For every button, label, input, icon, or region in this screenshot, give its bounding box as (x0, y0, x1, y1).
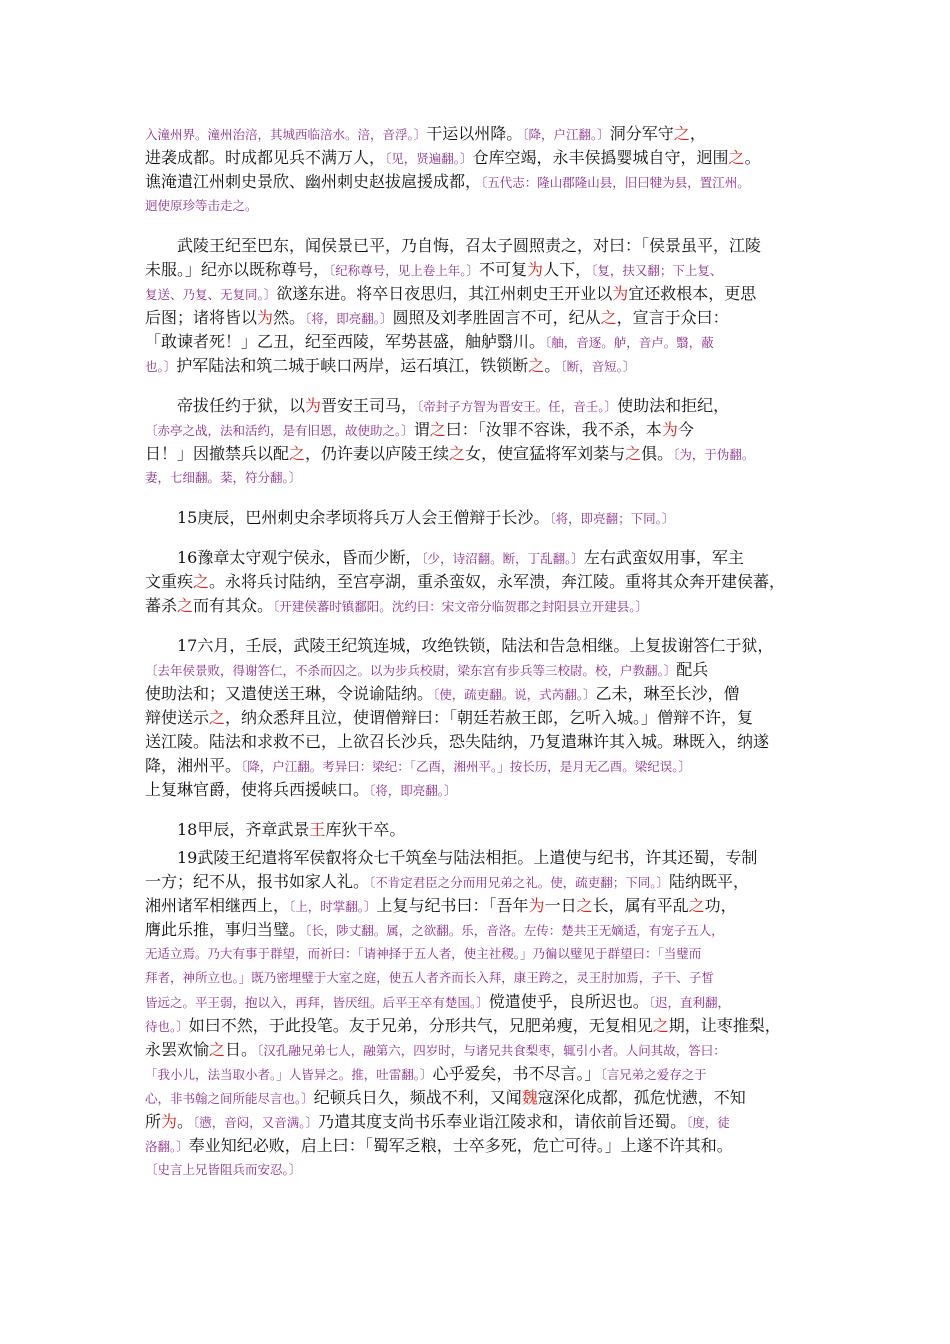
annotation-note: 〔度，徒 (686, 1115, 730, 1130)
highlighted-char: 为 (528, 896, 545, 915)
main-text: 蕃杀 (145, 596, 178, 615)
text-line (145, 682, 813, 706)
main-text: 永罢欢愉 (145, 1040, 210, 1059)
paragraph (145, 846, 813, 1182)
main-text: 日！」因撤禁兵以配 (145, 444, 290, 463)
main-text: 15庚辰，巴州刺史余孝顷将兵万人会王僧辩于长沙。 (177, 508, 550, 527)
main-text: 曰：「汝罪不容诛，我不杀，本 (445, 420, 662, 439)
highlighted-char: 之 (673, 124, 690, 143)
text-line (145, 730, 813, 754)
paragraph (145, 634, 813, 802)
paragraph (145, 234, 813, 378)
main-text: 长，属有平乱 (592, 896, 689, 915)
main-text: ， (689, 124, 706, 143)
main-text: 后图；诸将皆以 (145, 308, 258, 327)
main-text: 傥遣使乎，良所迟也。 (488, 992, 649, 1011)
document-page (145, 122, 813, 1198)
annotation-note: 〔降，户江翻。〕 (522, 127, 610, 142)
highlighted-char: 为 (527, 260, 544, 279)
text-line (145, 846, 813, 870)
annotation-note: 皆远之。平王弱，抱以入，再拜，皆厌纽。后平王卒有楚国。〕 (145, 995, 489, 1010)
highlighted-char: 为 (257, 308, 274, 327)
highlighted-char: 之 (600, 308, 617, 327)
main-text: 不可复 (479, 260, 528, 279)
annotation-note: 无适立焉。乃大有事于群望，而祈曰：「请神择于五人者，使主社稷。」乃徧以璧见于群望曰：「当璧而 (145, 946, 702, 961)
text-line (145, 418, 813, 442)
annotation-note: 〔将，即亮翻。〕 (305, 311, 393, 326)
highlighted-char: 之 (728, 148, 745, 167)
main-text: 谓 (413, 420, 430, 439)
annotation-note: 〔帝封子方智为晋安王。任，音壬。〕 (417, 399, 618, 414)
annotation-note: 〔史言上兄皆阻兵而安忍。〕 (145, 1162, 302, 1177)
text-line (145, 894, 813, 918)
main-text: 进袭成都。时成都见兵不满万人， (145, 148, 386, 167)
text-line (145, 282, 813, 306)
main-text: 文重疾 (145, 572, 194, 591)
main-text: 陆纳既平， (669, 872, 750, 891)
highlighted-char: 之 (449, 444, 466, 463)
main-text: 心乎爱矣，书不尽言。」 (432, 1064, 601, 1083)
main-text: 今 (677, 420, 694, 439)
text-line (145, 966, 813, 990)
main-text: 仓库空竭，永丰侯撝婴城自守，迥围 (472, 148, 729, 167)
main-text: 。 (544, 356, 561, 375)
text-line (145, 634, 813, 658)
annotation-note: 〔不肯定君臣之分而用兄弟之礼。使，疏吏翻；下同。〕 (369, 875, 670, 890)
text-line (145, 594, 813, 618)
annotation-note: 〔降，户江翻。考异曰：梁纪：「乙酉，湘州平。」按长历，是月无乙酉。梁纪误。〕 (241, 759, 692, 774)
highlighted-char: 之 (177, 596, 194, 615)
main-text: 「敢谏者死！」乙丑，纪至西陵，军势甚盛，舳舻翳川。 (145, 332, 546, 351)
main-text: 人下， (543, 260, 592, 279)
main-text: 期，让枣推梨， (668, 1016, 781, 1035)
annotation-note: 待也。〕 (145, 1019, 189, 1034)
main-text: 上复琳官爵，使将兵西援峡口。 (145, 780, 370, 799)
text-line (145, 234, 813, 258)
main-text: 乙未，琳至长沙，僧 (595, 684, 740, 703)
main-text: 使助法和；又遣使送王琳，令说谕陆纳。 (145, 684, 434, 703)
text-line (145, 258, 813, 282)
main-text: 而有其众。 (193, 596, 274, 615)
main-text: 一日 (544, 896, 577, 915)
paragraph (145, 546, 813, 618)
highlighted-char: 之 (429, 420, 446, 439)
text-line (145, 194, 813, 218)
highlighted-char: 之 (576, 896, 593, 915)
main-text: 欲遂东进。将卒日夜思归，其江州刺史王开业以 (276, 284, 613, 303)
text-line (145, 1086, 813, 1110)
highlighted-char: 之 (625, 444, 642, 463)
annotation-note: 迥使原珍等击走之。 (145, 198, 258, 213)
main-text: 谯淹遣江州刺史景欣、幽州刺史赵拔扈援成都， (145, 172, 482, 191)
highlighted-char: 之 (289, 444, 306, 463)
text-line (145, 354, 813, 378)
text-line (145, 1014, 813, 1038)
annotation-note: 「我小儿，法当取小者。」人皆异之。推，吐雷翻。〕 (145, 1067, 433, 1082)
text-line (145, 990, 813, 1014)
annotation-note: 心，非书翰之间所能尽言也。〕 (145, 1091, 314, 1106)
main-text: 库狄干卒。 (325, 820, 406, 839)
text-line (145, 1038, 813, 1062)
annotation-note: 〔纪称尊号，见上卷上年。〕 (329, 263, 480, 278)
main-text: 降，湘州平。 (145, 756, 242, 775)
main-text: 上复与纪书曰：「吾年 (376, 896, 529, 915)
main-text: 湘州诸军相继西上， (145, 896, 290, 915)
text-line (145, 1110, 813, 1134)
main-text: 一方；纪不从，报书如家人礼。 (145, 872, 370, 891)
main-text: 所 (145, 1112, 162, 1131)
main-text: 女，使宣猛将军刘棻与 (465, 444, 626, 463)
text-line (145, 1134, 813, 1158)
main-text: 洞分军守 (609, 124, 674, 143)
main-text: 功， (704, 896, 737, 915)
text-line (145, 466, 813, 490)
paragraph (145, 122, 813, 218)
text-line (145, 442, 813, 466)
main-text: 送江陵。陆法和求救不已，上欲召长沙兵，恐失陆纳，乃复遣琳许其入城。琳既入，纳遂 (145, 732, 770, 751)
text-line (145, 1158, 813, 1182)
text-line (145, 818, 813, 842)
main-text: 。 (177, 1112, 194, 1131)
main-text: 宜还救根本，更思 (628, 284, 757, 303)
highlighted-char: 之 (688, 896, 705, 915)
annotation-note: 拜者，神所立也。」既乃密埋璧于大室之庭，使五人者齐而长入拜，康王跨之，灵王肘加焉，子干、子皙 (145, 970, 714, 985)
text-line (145, 330, 813, 354)
highlighted-char: 王 (309, 820, 326, 839)
annotation-note: 〔断，音短。〕 (560, 359, 636, 374)
main-text: 纪顿兵日久，频战不利，又闻 (313, 1088, 522, 1107)
highlighted-char: 之 (209, 1040, 226, 1059)
main-text: 19武陵王纪遣将军侯叡将众七千筑垒与陆法相拒。上遣使与纪书，许其还蜀，专制 (177, 848, 758, 867)
annotation-note: 〔开建侯蕃时镇鄱阳。沈约曰：宋文帝分临贺郡之封阳县立开建县。〕 (273, 599, 649, 614)
annotation-note: 复送、乃复、无复同。〕 (145, 287, 277, 302)
annotation-note: 也。〕 (145, 359, 177, 374)
paragraph (145, 818, 813, 842)
main-text: ，仍许妻以庐陵王续 (305, 444, 450, 463)
text-line (145, 146, 813, 170)
annotation-note: 洛翻。〕 (145, 1139, 189, 1154)
main-text: 然。 (273, 308, 306, 327)
text-line (145, 918, 813, 942)
paragraph (145, 394, 813, 490)
text-line (145, 546, 813, 570)
main-text: 日。 (225, 1040, 258, 1059)
annotation-note: 〔复，扶又翻；下上复、 (591, 263, 723, 278)
main-text: 乃遣其度支尚书乐奉业诣江陵求和，请依前旨还蜀。 (318, 1112, 687, 1131)
main-text: 。 (744, 148, 761, 167)
annotation-note: 妻，七细翻。棻，符分翻。〕 (145, 470, 302, 485)
annotation-note: 〔上，时掌翻。〕 (289, 899, 377, 914)
highlighted-char: 之 (193, 572, 210, 591)
main-text: 辩使送示 (145, 708, 210, 727)
main-text: 。永将兵讨陆纳，至宫亭湖，重杀蛮奴，永军溃，奔江陵。重将其众奔开建侯蕃， (209, 572, 786, 591)
highlighted-char: 之 (528, 356, 545, 375)
annotation-note: 〔五代志：隆山郡隆山县，旧曰犍为县，置江州。 (481, 175, 750, 190)
annotation-note: 〔使，疏吏翻。说，式芮翻。〕 (433, 687, 596, 702)
annotation-note: 〔见，贤遍翻。〕 (385, 151, 473, 166)
annotation-note: 〔少，诗沼翻。断，丁乱翻。〕 (421, 551, 584, 566)
main-text: 如曰不然，于此投笔。友于兄弟，分形共气，兄肥弟瘦，无复相见 (188, 1016, 653, 1035)
text-line (145, 942, 813, 966)
main-text: 晋安王司马， (321, 396, 418, 415)
annotation-note: 〔为，于伪翻。 (673, 447, 755, 462)
main-text: 18甲辰，齐章武景 (177, 820, 310, 839)
text-line (145, 122, 813, 146)
annotation-note: 〔将，即亮翻。〕 (369, 783, 457, 798)
highlighted-char: 魏 (521, 1088, 538, 1107)
annotation-note: 〔懑，音闷，又音满。〕 (193, 1115, 319, 1130)
main-text: 武陵王纪至巴东，闻侯景已平，乃自悔，召太子圆照责之，对曰：「侯景虽平，江陵 (177, 236, 762, 255)
main-text: 使助法和拒纪， (617, 396, 730, 415)
text-line (145, 506, 813, 530)
text-line (145, 306, 813, 330)
annotation-note: 〔言兄弟之爱存之于 (600, 1067, 707, 1082)
highlighted-char: 为 (161, 1112, 178, 1131)
text-line (145, 394, 813, 418)
main-text: 寇深化成都，孤危忧懑，不知 (537, 1088, 746, 1107)
text-line (145, 1062, 813, 1086)
text-line (145, 754, 813, 778)
highlighted-char: 之 (652, 1016, 669, 1035)
main-text: 17六月，壬辰，武陵王纪筑连城，攻绝铁锁，陆法和告急相继。上复拔谢答仁于狱， (177, 636, 774, 655)
highlighted-char: 为 (305, 396, 322, 415)
main-text: 奉业知纪必败，启上曰：「蜀军乏粮，士卒多死，危亡可待。」上遂不许其和。 (188, 1136, 733, 1155)
main-text: 护军陆法和筑二城于峡口两岸，运石填江，铁锁断 (176, 356, 529, 375)
annotation-note: 〔长，陟丈翻。属，之欲翻。乐，音洛。左传：楚共王无嫡适，有宠子五人， (305, 923, 724, 938)
main-text: 16豫章太守观宁侯永，昏而少断， (177, 548, 422, 567)
highlighted-char: 为 (612, 284, 629, 303)
highlighted-char: 之 (209, 708, 226, 727)
annotation-note: 入潼州界。潼州治涪，其城西临涪水。涪，音浮。〕 (145, 127, 427, 142)
annotation-note: 〔赤亭之战，法和活约，是有旧恩，故使助之。〕 (145, 423, 414, 438)
text-line (145, 870, 813, 894)
main-text: 未服。」纪亦以既称尊号， (145, 260, 330, 279)
main-text: 配兵 (676, 660, 709, 679)
main-text: 圆照及刘孝胜固言不可，纪从 (392, 308, 601, 327)
main-text: ，宣言于众曰： (616, 308, 729, 327)
main-text: 膺此乐推，事归当璧。 (145, 920, 306, 939)
annotation-note: 〔迟，直利翻， (648, 995, 731, 1010)
annotation-note: 〔去年侯景败，得谢答仁，不杀而囚之。以为步兵校尉，梁东宫有步兵等三校尉。校，户教翻。〕 (145, 663, 677, 678)
paragraph (145, 506, 813, 530)
main-text: 左右武蛮奴用事，军主 (583, 548, 744, 567)
text-line (145, 658, 813, 682)
main-text: 帝拔任约于狱，以 (177, 396, 306, 415)
annotation-note: 〔将，即亮翻；下同。〕 (549, 511, 675, 526)
main-text: 俱。 (641, 444, 674, 463)
annotation-note: 〔舳，音逐。舻，音卢。翳，蔽 (545, 335, 714, 350)
main-text: ，纳众悉拜且泣，使谓僧辩曰：「朝廷若赦王郎，乞听入城。」僧辩不许，复 (225, 708, 754, 727)
text-line (145, 778, 813, 802)
main-text: 干运以州降。 (426, 124, 523, 143)
text-line (145, 570, 813, 594)
highlighted-char: 为 (661, 420, 678, 439)
annotation-note: 〔汉孔融兄弟七人，融第六，四岁时，与诸兄共食梨枣，辄引小者。人问其故，答曰： (257, 1043, 726, 1058)
text-line (145, 170, 813, 194)
text-line (145, 706, 813, 730)
